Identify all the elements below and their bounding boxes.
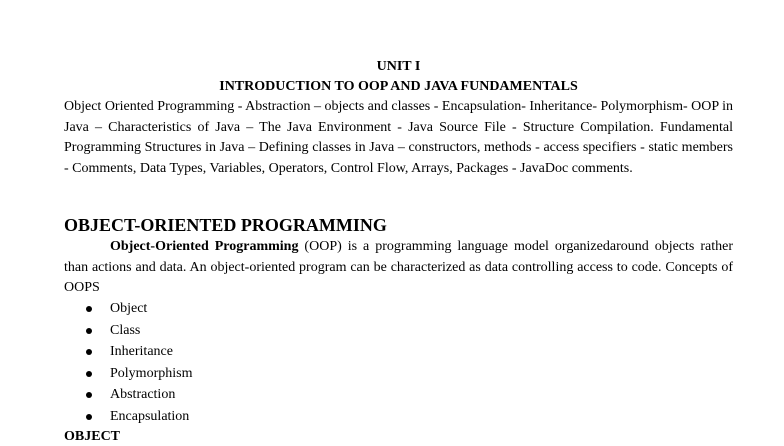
concept-label: Class (110, 322, 141, 338)
concept-label: Object (110, 301, 148, 316)
list-item (64, 406, 192, 428)
list-item (64, 298, 192, 320)
syllabus-paragraph: Object Oriented Programming - Abstraction – objects and classes - Encapsulation- Inheritance- Polymorphism- OOP in Java – Characteristics of Java – The Java Environment - Java Source File - Structure Compilation. Fundamental Programming Structures in Java – Defining classes in Java – constructors, methods - access specifiers - static members - Comments, Data Types, Variables, Operators, Control Flow, Arrays, Packages - JavaDoc comments. (64, 99, 733, 176)
intro-paragraph (64, 237, 733, 299)
list-item (64, 384, 192, 406)
bullet-icon (86, 349, 92, 355)
unit-title: UNIT I (376, 59, 421, 74)
concept-label: Encapsulation (110, 408, 190, 424)
unit-subtitle: INTRODUCTION TO OOP AND JAVA FUNDAMENTALS (219, 79, 578, 94)
concept-label: Polymorphism (110, 365, 193, 381)
bullet-icon (86, 306, 92, 312)
concept-label: Inheritance (110, 344, 173, 360)
intro-text: (OOP) is a programming language model organizedaround objects rather than actions and data. An object-oriented program can be characterized as data controlling access to code. Concepts of OOPS (64, 239, 733, 296)
concepts-list (64, 298, 192, 428)
section-heading: OBJECT-ORIENTED PROGRAMMING (64, 215, 387, 235)
list-item (64, 363, 192, 385)
list-item (64, 320, 192, 342)
next-section-heading: OBJECT (64, 429, 121, 444)
intro-term: Object-Oriented Programming (110, 239, 299, 254)
bullet-icon (86, 371, 92, 377)
bullet-icon (86, 414, 92, 420)
concept-label: Abstraction (110, 387, 176, 403)
list-item (64, 341, 192, 363)
bullet-icon (86, 392, 92, 398)
bullet-icon (86, 328, 92, 334)
